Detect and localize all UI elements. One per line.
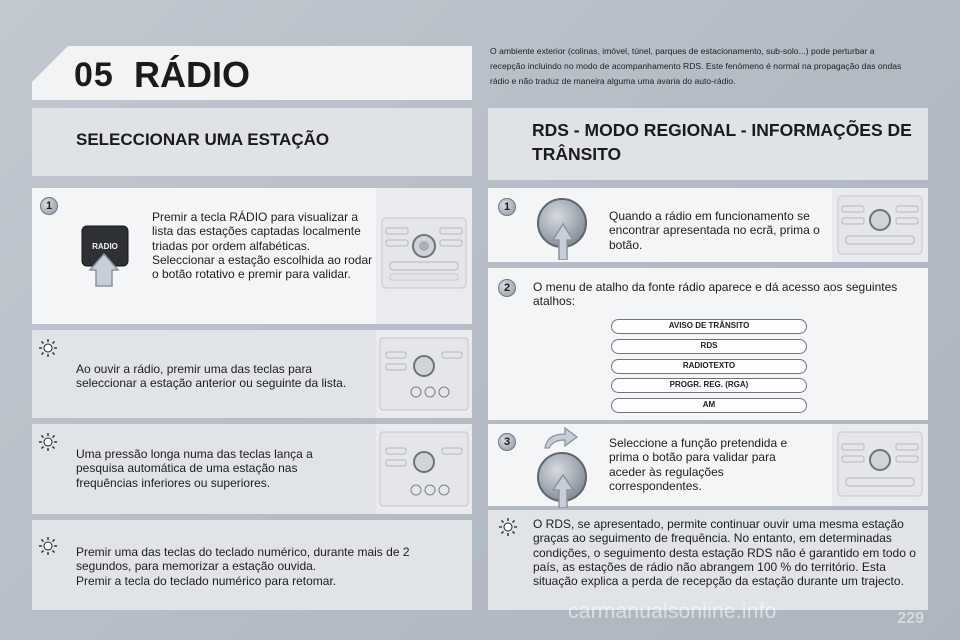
right-step1-badge: 1 xyxy=(498,198,516,216)
left-tip3-text: Premir uma das teclas do teclado numérico, durante mais de 2 segundos, para memorizar a estação ouvida. Premir a tecla do teclado numérico para retomar. xyxy=(76,545,410,588)
right-step3-badge: 3 xyxy=(498,433,516,451)
radio-front-illustration xyxy=(376,330,472,418)
radio-panel-image xyxy=(832,424,928,506)
right-section-title: RDS - MODO REGIONAL - INFORMAÇÕES DE TRÂNSITO xyxy=(532,120,912,164)
menu-item-regional-program[interactable]: PROGR. REG. (RGA) xyxy=(611,378,807,393)
radio-key-illustration xyxy=(78,220,134,290)
left-step1-badge: 1 xyxy=(40,197,58,215)
preset-keys-image xyxy=(376,330,472,418)
left-tip1-text: Ao ouvir a rádio, premir uma das teclas para seleccionar a estação anterior ou seguinte da lista. xyxy=(76,362,347,391)
press-arrow-icon xyxy=(552,222,574,260)
watermark: carmanualsonline.info xyxy=(568,600,777,623)
tip-lightbulb-icon xyxy=(39,433,57,451)
press-arrow-icon xyxy=(552,474,574,508)
radio-panel-image xyxy=(832,188,928,262)
left-tip2-text: Uma pressão longa numa das teclas lança a pesquisa automática de uma estação nas frequências inferiores ou superiores. xyxy=(76,447,313,490)
right-step2-badge: 2 xyxy=(498,279,516,297)
intro-note: O ambiente exterior (colinas, imóvel, túnel, parques de estacionamento, sub-solo...) pode perturbar a recepção incluindo no modo de acompanhamento RDS. Este fenómeno é normal na propagação das ondas rádio e não traduz de maneira alguma uma avaria do auto-rádio. xyxy=(490,46,902,86)
radio-key-label: RADIO xyxy=(92,242,118,251)
car-radio-panel-illustration xyxy=(376,188,472,324)
chapter-title: RÁDIO xyxy=(134,54,250,95)
radio-front-illustration-2 xyxy=(376,424,472,514)
radio-panel-image xyxy=(376,188,472,324)
car-radio-panel-illustration xyxy=(832,188,928,262)
tip-lightbulb-icon xyxy=(499,518,517,536)
menu-item-rds[interactable]: RDS xyxy=(611,339,807,354)
car-radio-panel-illustration xyxy=(832,424,928,506)
left-step1-text: Premir a tecla RÁDIO para visualizar a lista das estações captadas localmente triadas por ordem alfabéticas. Seleccionar a estação escolhida ao rodar o botão rotativo e premir para validar. xyxy=(152,210,373,282)
left-section-title: SELECCIONAR UMA ESTAÇÃO xyxy=(76,130,330,149)
right-step3-text: Seleccione a função pretendida e prima o botão para validar para aceder às regulações correspondentes. xyxy=(609,436,788,493)
chapter-number: 05 xyxy=(74,56,114,94)
menu-item-traffic-alert[interactable]: AVISO DE TRÂNSITO xyxy=(611,319,807,334)
page-number: 229 xyxy=(897,610,924,627)
rotate-arrow-icon xyxy=(541,426,581,450)
right-step1-text: Quando a rádio em funcionamento se encontrar apresentada no ecrã, prima o botão. xyxy=(609,209,820,252)
tip-lightbulb-icon xyxy=(39,339,57,357)
seek-keys-image xyxy=(376,424,472,514)
tip-lightbulb-icon xyxy=(39,537,57,555)
right-step2-text: O menu de atalho da fonte rádio aparece e dá acesso aos seguintes atalhos: xyxy=(533,280,898,309)
right-tip-text: O RDS, se apresentado, permite continuar ouvir uma mesma estação graças ao seguimento de frequência. No entanto, em determinadas condições, o seguimento desta estação RDS não é garantido em todo o país, as estações de rádio não abrangem 100 % do território. Esta situação explica a perda de recepção da estação durante um trajecto. xyxy=(533,517,916,589)
menu-item-am[interactable]: AM xyxy=(611,398,807,413)
menu-item-radiotext[interactable]: RADIOTEXTO xyxy=(611,359,807,374)
